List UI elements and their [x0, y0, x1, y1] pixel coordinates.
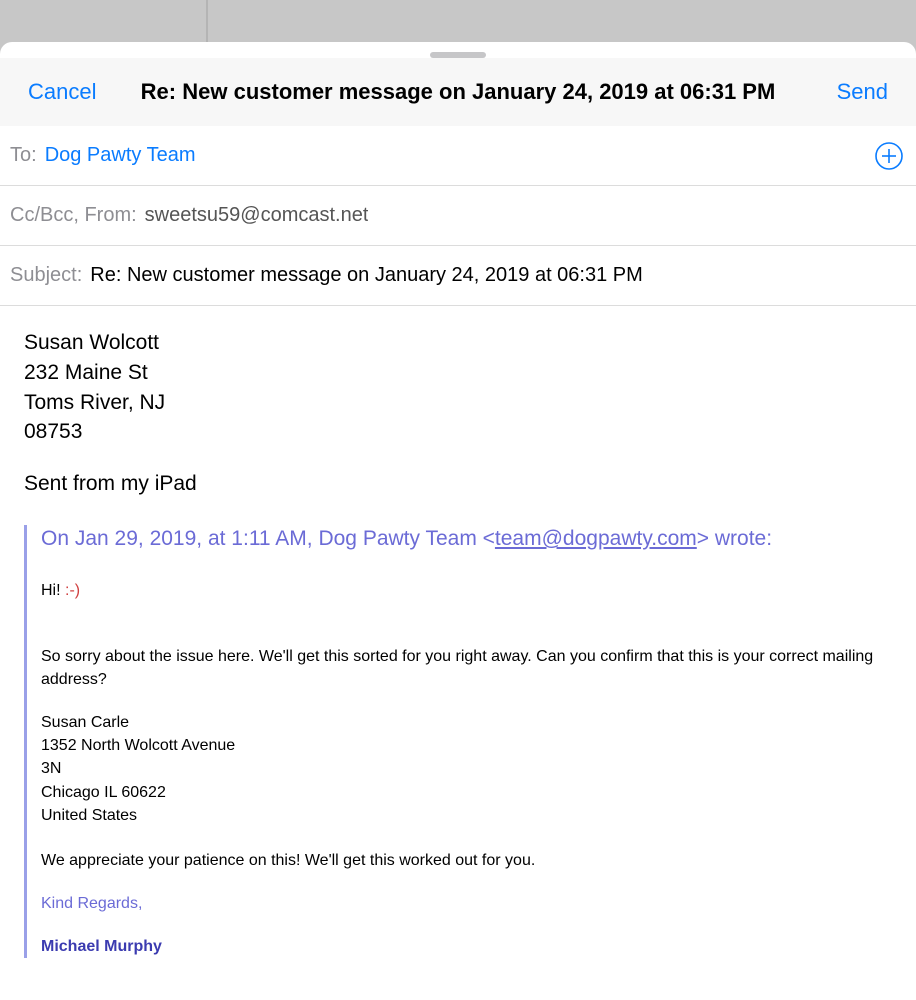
- quote-sign-off: Kind Regards,: [41, 895, 143, 913]
- backdrop-divider: [206, 0, 208, 44]
- compose-navbar: [0, 58, 916, 126]
- smiley-emoticon: :-): [65, 582, 81, 600]
- quote-address-line: 3N: [41, 760, 62, 778]
- quote-address-block: [41, 711, 892, 827]
- quote-sender-name: Michael Murphy: [41, 938, 162, 956]
- subject-field-label: Subject:: [10, 264, 83, 286]
- quote-greeting-text: Hi!: [41, 582, 61, 600]
- subject-field-row[interactable]: [0, 246, 916, 306]
- quote-body: [41, 579, 892, 958]
- to-field-label: To:: [10, 144, 37, 166]
- quote-paragraph-1: So sorry about the issue here. We'll get this sorted for you right away. Can you confirm that this is your correct mailing address?: [41, 647, 874, 688]
- from-field-row[interactable]: [0, 186, 916, 246]
- from-field-value[interactable]: sweetsu59@comcast.net: [144, 204, 369, 226]
- quote-header-suffix: > wrote:: [696, 527, 773, 551]
- body-line-4: 08753: [24, 420, 83, 444]
- quote-paragraph-2: We appreciate your patience on this! We'll get this worked out for you.: [41, 851, 536, 869]
- quote-spacer-2: [41, 827, 892, 849]
- quote-header: [41, 525, 892, 553]
- to-field-row[interactable]: [0, 126, 916, 186]
- page-title: Re: New customer message on January 24, 2019 at 06:31 PM: [140, 79, 776, 104]
- quoted-message: [24, 525, 892, 958]
- quote-address-line: 1352 North Wolcott Avenue: [41, 737, 236, 755]
- quote-address-line: Chicago IL 60622: [41, 783, 166, 801]
- body-line-2: 232 Maine St: [24, 360, 148, 384]
- compose-sheet: [0, 42, 916, 1000]
- plus-circle-icon[interactable]: [874, 141, 904, 171]
- body-line-3: Toms River, NJ: [24, 390, 166, 414]
- quote-spacer-1: [41, 623, 892, 645]
- send-button[interactable]: Send: [836, 79, 888, 104]
- body-line-1: Susan Wolcott: [24, 331, 160, 354]
- cancel-button[interactable]: Cancel: [28, 79, 97, 104]
- subject-field-value[interactable]: Re: New customer message on January 24, 2019 at 06:31 PM: [90, 264, 643, 286]
- quote-sender-email-link[interactable]: team@dogpawty.com: [494, 527, 697, 551]
- body-spacer: [24, 447, 892, 469]
- quote-address-line: United States: [41, 806, 138, 824]
- quote-address-line: Susan Carle: [41, 713, 130, 731]
- quote-greeting: [41, 579, 892, 602]
- message-body[interactable]: [0, 306, 916, 958]
- from-field-label: Cc/Bcc, From:: [10, 204, 137, 226]
- to-field-value[interactable]: Dog Pawty Team: [44, 144, 196, 166]
- quote-header-prefix: On Jan 29, 2019, at 1:11 AM, Dog Pawty Team <: [41, 527, 495, 551]
- body-signature: Sent from my iPad: [24, 472, 197, 496]
